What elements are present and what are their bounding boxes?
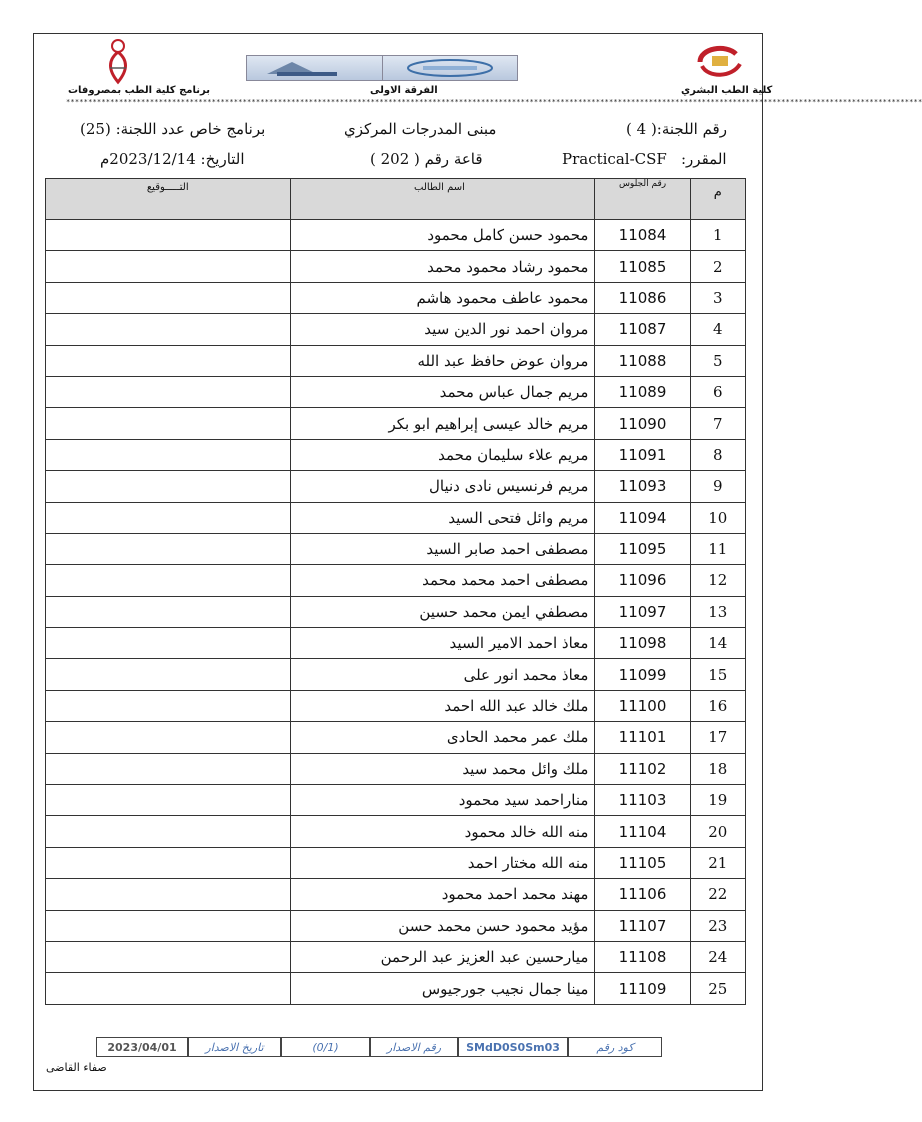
student-name: مريم خالد عيسى إبراهيم ابو بكر: [290, 408, 595, 439]
student-name: مصطفى احمد محمد محمد: [290, 565, 595, 596]
table-row: [46, 314, 746, 345]
student-name: مروان احمد نور الدين سيد: [290, 314, 595, 345]
seat-number: 11090: [595, 408, 690, 439]
table-row: [46, 941, 746, 972]
row-number: 19: [690, 785, 745, 816]
table-row: [46, 879, 746, 910]
seat-number: 11094: [595, 502, 690, 533]
table-header-row: [46, 179, 746, 220]
student-name: مريم وائل فتحى السيد: [290, 502, 595, 533]
table-row: [46, 596, 746, 627]
student-name: محمود عاطف محمود هاشم: [290, 282, 595, 313]
signature-cell: [46, 973, 291, 1004]
signature-cell: [46, 816, 291, 847]
seat-number: 11085: [595, 251, 690, 282]
signature-cell: [46, 220, 291, 251]
row-number: 2: [690, 251, 745, 282]
faculty-name: كلية الطب البشري: [681, 85, 773, 96]
revision-label: رقم الاصدار: [370, 1037, 458, 1057]
signature-cell: [46, 282, 291, 313]
seat-number: 11091: [595, 439, 690, 470]
row-number: 17: [690, 722, 745, 753]
col-header-name: اسم الطالب: [290, 179, 595, 220]
table-row: [46, 659, 746, 690]
row-number: 14: [690, 628, 745, 659]
seat-number: 11087: [595, 314, 690, 345]
signature-cell: [46, 376, 291, 407]
row-number: 23: [690, 910, 745, 941]
student-name: مصطفى احمد صابر السيد: [290, 533, 595, 564]
table-row: [46, 973, 746, 1004]
accreditation-logo-right: [383, 56, 518, 80]
signature-cell: [46, 753, 291, 784]
exam-date: التاريخ: 2023/12/14م: [100, 150, 245, 168]
table-row: [46, 471, 746, 502]
seat-number: 11089: [595, 376, 690, 407]
hall-number: قاعة رقم ( 202 ): [370, 150, 483, 168]
committee-number: رقم اللجنة:( 4 ): [626, 120, 727, 138]
signature-cell: [46, 251, 291, 282]
table-row: [46, 282, 746, 313]
row-number: 9: [690, 471, 745, 502]
level-name: الفرقة الاولى: [370, 85, 438, 96]
author-name: صفاء القاضى: [46, 1061, 107, 1074]
table-row: [46, 220, 746, 251]
student-name: مريم جمال عباس محمد: [290, 376, 595, 407]
student-name: مناراحمد سيد محمود: [290, 785, 595, 816]
document-code: SMdD0S0Sm03: [458, 1037, 568, 1057]
seat-number: 11100: [595, 690, 690, 721]
row-number: 25: [690, 973, 745, 1004]
student-name: مؤيد محمود حسن محمد حسن: [290, 910, 595, 941]
row-number: 3: [690, 282, 745, 313]
row-number: 7: [690, 408, 745, 439]
seat-number: 11093: [595, 471, 690, 502]
signature-cell: [46, 439, 291, 470]
table-row: [46, 910, 746, 941]
student-name: مصطفي ايمن محمد حسين: [290, 596, 595, 627]
document-footer: [96, 1037, 662, 1057]
issue-date-label: تاريخ الاصدار: [188, 1037, 281, 1057]
signature-cell: [46, 879, 291, 910]
student-name: مروان عوض حافظ عبد الله: [290, 345, 595, 376]
seat-number: 11106: [595, 879, 690, 910]
col-header-seat: رقم الجلوس: [595, 179, 690, 220]
signature-cell: [46, 596, 291, 627]
table-row: [46, 376, 746, 407]
signature-cell: [46, 785, 291, 816]
seat-number: 11104: [595, 816, 690, 847]
student-name: مريم فرنسيس نادى دنيال: [290, 471, 595, 502]
seat-number: 11088: [595, 345, 690, 376]
seat-number: 11086: [595, 282, 690, 313]
building-name: مبنى المدرجات المركزي: [344, 120, 497, 138]
seat-number: 11107: [595, 910, 690, 941]
student-name: مريم علاء سليمان محمد: [290, 439, 595, 470]
signature-cell: [46, 910, 291, 941]
signature-cell: [46, 314, 291, 345]
table-row: [46, 345, 746, 376]
signature-cell: [46, 847, 291, 878]
row-number: 10: [690, 502, 745, 533]
issue-date: 2023/04/01: [96, 1037, 188, 1057]
student-name: ميارحسين عبد العزيز عبد الرحمن: [290, 941, 595, 972]
seat-number: 11098: [595, 628, 690, 659]
document-code-label: كود رقم: [568, 1037, 662, 1057]
signature-cell: [46, 941, 291, 972]
seat-number: 11105: [595, 847, 690, 878]
signature-cell: [46, 722, 291, 753]
signature-cell: [46, 471, 291, 502]
accreditation-banner: [246, 55, 518, 81]
student-name: معاذ احمد الامير السيد: [290, 628, 595, 659]
signature-cell: [46, 408, 291, 439]
separator-stars: **************************************************************************************************************************************************************************************************: [66, 98, 922, 106]
accreditation-logo-left: [247, 56, 383, 80]
row-number: 21: [690, 847, 745, 878]
student-name: منه الله مختار احمد: [290, 847, 595, 878]
student-name: معاذ محمد انور على: [290, 659, 595, 690]
seat-number: 11097: [595, 596, 690, 627]
row-number: 20: [690, 816, 745, 847]
seat-number: 11103: [595, 785, 690, 816]
student-name: ملك خالد عبد الله احمد: [290, 690, 595, 721]
seat-number: 11108: [595, 941, 690, 972]
table-row: [46, 251, 746, 282]
signature-cell: [46, 533, 291, 564]
course-value: Practical-CSF: [562, 150, 667, 168]
student-name: مهند محمد احمد محمود: [290, 879, 595, 910]
students-table: [45, 178, 746, 1005]
row-number: 22: [690, 879, 745, 910]
seat-number: 11102: [595, 753, 690, 784]
row-number: 1: [690, 220, 745, 251]
table-row: [46, 533, 746, 564]
table-row: [46, 722, 746, 753]
signature-cell: [46, 502, 291, 533]
row-number: 16: [690, 690, 745, 721]
seat-number: 11095: [595, 533, 690, 564]
student-name: ملك عمر محمد الحادى: [290, 722, 595, 753]
program-logo-icon: [104, 38, 132, 84]
student-name: منه الله خالد محمود: [290, 816, 595, 847]
revision-number: (0/1): [281, 1037, 370, 1057]
row-number: 8: [690, 439, 745, 470]
seat-number: 11101: [595, 722, 690, 753]
col-header-signature: التـــــوقيع: [46, 179, 291, 220]
seat-number: 11099: [595, 659, 690, 690]
committee-count: برنامج خاص عدد اللجنة: (25): [80, 120, 266, 138]
signature-cell: [46, 345, 291, 376]
student-name: ملك وائل محمد سيد: [290, 753, 595, 784]
signature-cell: [46, 565, 291, 596]
seat-number: 11109: [595, 973, 690, 1004]
row-number: 13: [690, 596, 745, 627]
table-row: [46, 408, 746, 439]
row-number: 6: [690, 376, 745, 407]
col-header-num: م: [690, 179, 745, 220]
row-number: 24: [690, 941, 745, 972]
program-name: برنامج كلية الطب بمصروفات: [68, 85, 210, 96]
table-row: [46, 847, 746, 878]
table-row: [46, 439, 746, 470]
signature-cell: [46, 690, 291, 721]
faculty-logo-icon: [696, 42, 744, 80]
row-number: 12: [690, 565, 745, 596]
student-name: مينا جمال نجيب جورجيوس: [290, 973, 595, 1004]
course-label: المقرر:: [681, 150, 727, 168]
row-number: 5: [690, 345, 745, 376]
row-number: 18: [690, 753, 745, 784]
row-number: 4: [690, 314, 745, 345]
table-row: [46, 565, 746, 596]
table-row: [46, 690, 746, 721]
signature-cell: [46, 628, 291, 659]
signature-cell: [46, 659, 291, 690]
seat-number: 11084: [595, 220, 690, 251]
table-row: [46, 753, 746, 784]
row-number: 15: [690, 659, 745, 690]
student-name: محمود رشاد محمود محمد: [290, 251, 595, 282]
table-row: [46, 502, 746, 533]
table-row: [46, 816, 746, 847]
student-name: محمود حسن كامل محمود: [290, 220, 595, 251]
row-number: 11: [690, 533, 745, 564]
table-row: [46, 785, 746, 816]
table-row: [46, 628, 746, 659]
seat-number: 11096: [595, 565, 690, 596]
